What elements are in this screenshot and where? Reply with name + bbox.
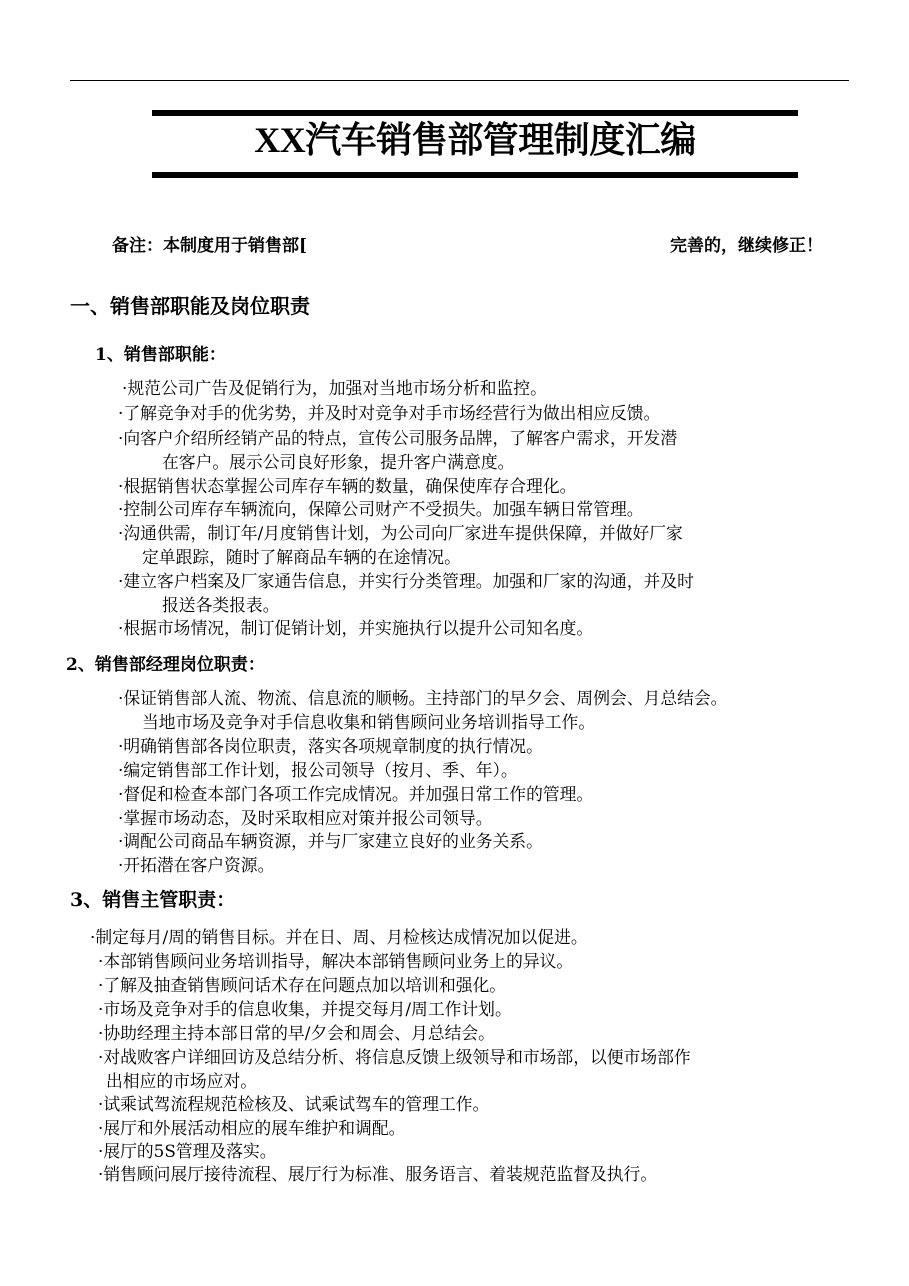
list-item: ·编定销售部工作计划，报公司领导（按月、季、年）。 <box>118 760 518 780</box>
list-item: ·制定每月/周的销售目标。并在日、周、月检核达成情况加以促进。 <box>90 927 588 947</box>
list-item: ·了解竞争对手的优劣势，并及时对竞争对手市场经营行为做出相应反馈。 <box>118 403 661 423</box>
list-item: ·调配公司商品车辆资源，并与厂家建立良好的业务关系。 <box>118 831 543 851</box>
note-right: 完善的，继续修正！ <box>670 236 823 256</box>
list-item-continuation: 在客户。展示公司良好形象，提升客户满意度。 <box>162 452 515 472</box>
section-heading: 一、销售部职能及岗位职责 <box>70 294 310 318</box>
list-item: ·对战败客户详细回访及总结分析、将信息反馈上级领导和市场部，以便市场部作 <box>98 1047 691 1067</box>
document-title: XX汽车销售部管理制度汇编 <box>254 120 696 160</box>
list-item: ·规范公司广告及促销行为，加强对当地市场分析和监控。 <box>122 378 547 398</box>
subsection-heading-3: 3、销售主管职责： <box>70 889 236 911</box>
list-item: ·保证销售部人流、物流、信息流的顺畅。主持部门的早夕会、周例会、月总结会。 <box>118 688 728 708</box>
list-item-continuation: 出相应的市场应对。 <box>106 1071 258 1091</box>
list-item-continuation: 当地市场及竞争对手信息收集和销售顾问业务培训指导工作。 <box>142 712 596 732</box>
list-item: ·向客户介绍所经销产品的特点，宣传公司服务品牌，了解客户需求，开发潜 <box>118 428 678 448</box>
list-item: ·开拓潜在客户资源。 <box>118 855 275 875</box>
list-item: ·建立客户档案及厂家通告信息，并实行分类管理。加强和厂家的沟通，并及时 <box>118 571 694 591</box>
note-left: 备注：本制度用于销售部[ <box>112 236 308 256</box>
subsection-heading-1: 1、销售部职能： <box>95 345 226 365</box>
title-bottom-bar <box>152 172 798 178</box>
list-item: ·根据市场情况，制订促销计划，并实施执行以提升公司知名度。 <box>118 618 594 638</box>
list-item: ·销售顾问展厅接待流程、展厅行为标准、服务语言、着装规范监督及执行。 <box>98 1164 658 1184</box>
list-item: ·展厅的5S管理及落实。 <box>98 1141 277 1161</box>
list-item: ·展厅和外展活动相应的展车维护和调配。 <box>98 1118 406 1138</box>
list-item: ·掌握市场动态，及时采取相应对策并报公司领导。 <box>118 808 493 828</box>
list-item: ·协助经理主持本部日常的早/夕会和周会、月总结会。 <box>98 1023 495 1043</box>
list-item: ·本部销售顾问业务培训指导，解决本部销售顾问业务上的异议。 <box>98 951 574 971</box>
list-item: ·沟通供需，制订年/月度销售计划，为公司向厂家进车提供保障，并做好厂家 <box>118 523 683 543</box>
list-item: ·了解及抽查销售顾问话术存在问题点加以培训和强化。 <box>98 975 507 995</box>
list-item: ·市场及竞争对手的信息收集，并提交每月/周工作计划。 <box>98 999 512 1019</box>
subsection-heading-2: 2、销售部经理岗位职责： <box>66 655 265 675</box>
header-rule <box>70 80 849 81</box>
list-item: ·明确销售部各岗位职责，落实各项规章制度的执行情况。 <box>118 736 543 756</box>
list-item: ·督促和检查本部门各项工作完成情况。并加强日常工作的管理。 <box>118 784 594 804</box>
list-item-continuation: 报送各类报表。 <box>162 595 280 615</box>
list-item: ·控制公司库存车辆流向，保障公司财产不受损失。加强车辆日常管理。 <box>118 499 644 519</box>
list-item: ·根据销售状态掌握公司库存车辆的数量，确保使库存合理化。 <box>118 476 577 496</box>
list-item: ·试乘试驾流程规范检核及、试乘试驾车的管理工作。 <box>98 1094 490 1114</box>
list-item-continuation: 定单跟踪，随时了解商品车辆的在途情况。 <box>142 547 461 567</box>
